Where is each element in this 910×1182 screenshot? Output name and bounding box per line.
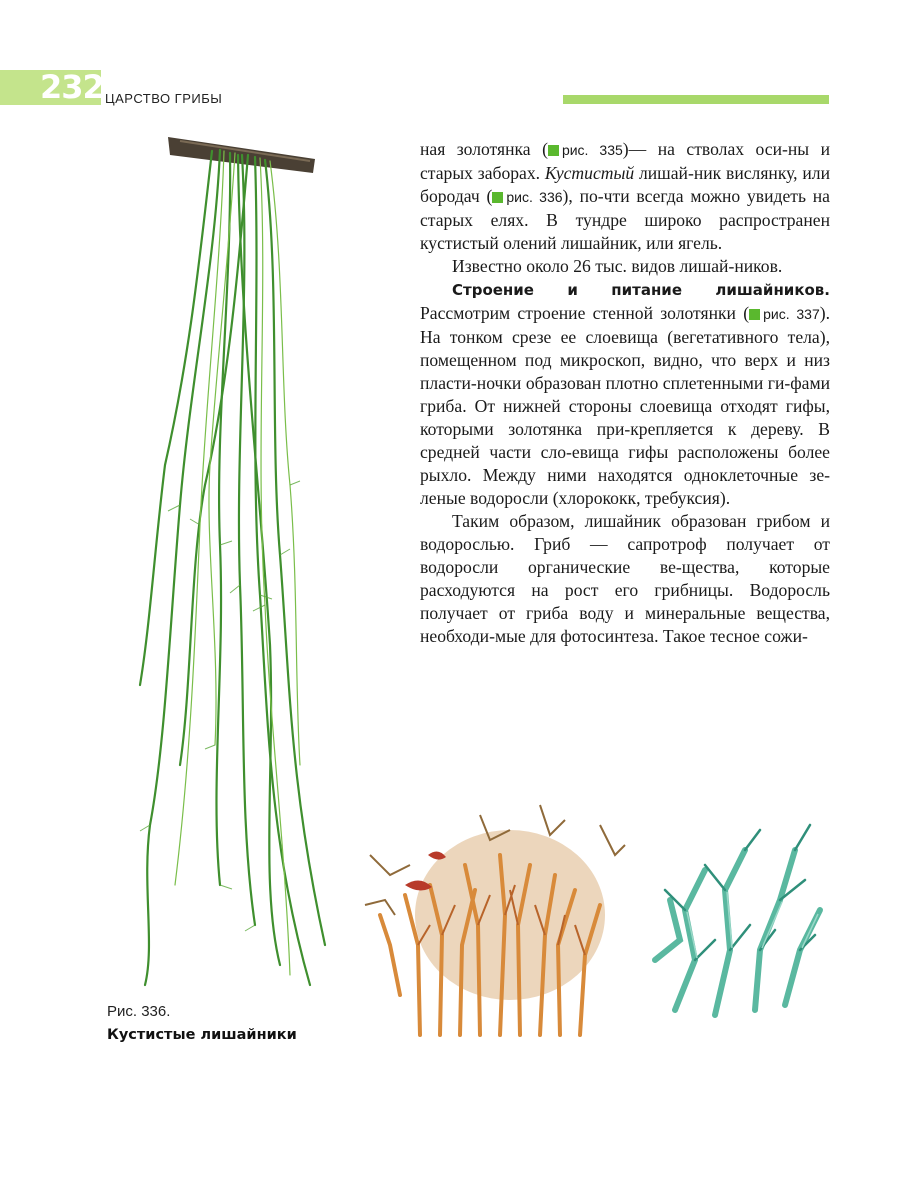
figure-title: Кустистые лишайники: [107, 1027, 297, 1043]
page-number: 232: [40, 68, 104, 106]
figure-ref-marker: [492, 192, 503, 203]
paragraph-1: ная золотянка ( рис. 335)— на стволах оси-ны и старых заборах. Кустистый лишай-ник вислянку, или бородач ( рис. 336), по-чти всегда можно увидеть на старых елях. В тундре широко распространен кустистый олений лишайник, или ягель.: [420, 139, 830, 253]
figure-ref-marker: [548, 145, 559, 156]
chapter-title: ЦАРСТВО ГРИБЫ: [105, 91, 223, 106]
figure-ref[interactable]: рис. 335: [561, 142, 623, 158]
reindeer-lichen-illustration: [635, 810, 830, 1025]
paragraph-2: Известно около 26 тыс. видов лишай-ников.: [452, 256, 783, 276]
section-heading: Строение и питание лишайников.: [452, 281, 830, 299]
figure-ref-marker: [749, 309, 760, 320]
paragraph-3: Строение и питание лишайников. Рассмотрим строение стенной золотянки ( рис. 337). На тонком срезе ее слоевища (вегетативного тела), помещенном под микроскоп, видно, что верх и низ пласти-ночки образован плотно сплетенными ги-фами гриба. От нижней стороны слоевища отходят гифы, которыми золотянка при-крепляется к дереву. В средней части сло-евища гифы расположены более рыхло. Между ними находятся одноклеточные зе-леные водоросли (хлорококк, требуксия).: [420, 281, 830, 508]
paragraph-4: Таким образом, лишайник образован грибом и водорослью. Гриб — сапротроф получает от водоросли органические ве-щества, которые расходуются на рост его грибницы. Водоросль получает от гриба воду и минеральные вещества, необходи-мые для фотосинтеза. Такое тесное сожи-: [420, 511, 830, 646]
red-cup: [428, 851, 446, 859]
body-text: [420, 138, 830, 648]
figure-label: Рис. 336.: [107, 1003, 171, 1020]
figure-ref[interactable]: рис. 336: [506, 189, 563, 205]
figure-ref[interactable]: рис. 337: [763, 306, 820, 322]
beard-lichen-illustration: [120, 125, 350, 1005]
header-rule: [563, 95, 829, 104]
cladonia-lichen-illustration: [360, 795, 635, 1040]
